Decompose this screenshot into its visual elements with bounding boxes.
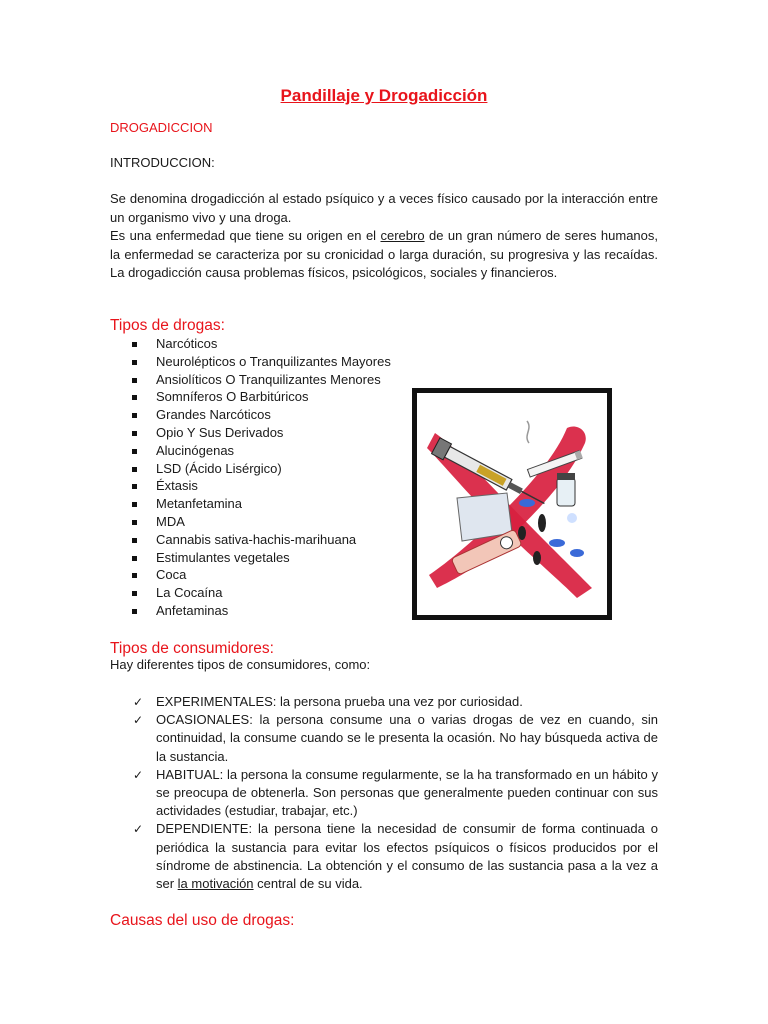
list-item	[130, 495, 391, 513]
square-bullet-icon	[132, 360, 137, 365]
consumers-list	[133, 693, 658, 893]
consumer-text: la persona la consume regularmente, se la ha transformado en un hábito y se preocupa de obtenerla. Son personas que generalmente pueden continuar con sus actividades (estudiar, trabajar, etc.)	[156, 766, 658, 819]
paragraph-description-start: Es una enfermedad que tiene su origen en el	[110, 228, 381, 243]
list-item-label: Metanfetamina	[156, 496, 242, 512]
list-item-label: Opio Y Sus Derivados	[156, 424, 284, 440]
no-drugs-illustration	[412, 388, 612, 620]
square-bullet-icon	[132, 609, 137, 614]
square-bullet-icon	[132, 449, 137, 454]
list-item	[130, 335, 391, 353]
consumers-heading: Tipos de consumidores:	[110, 640, 274, 657]
square-bullet-icon	[132, 556, 137, 561]
list-item	[130, 388, 391, 406]
section-heading: DROGADICCION	[110, 120, 213, 135]
consumers-intro: Hay diferentes tipos de consumidores, como:	[110, 657, 371, 672]
consumer-term: HABITUAL:	[156, 766, 224, 782]
consumer-term: EXPERIMENTALES:	[156, 694, 277, 709]
consumer-text: la persona prueba una vez por curiosidad.	[276, 694, 523, 709]
paragraph-description-text	[110, 227, 658, 283]
list-item-label: LSD (Ácido Lisérgico)	[156, 460, 282, 476]
motivation-link[interactable]: la motivación	[177, 876, 254, 892]
square-bullet-icon	[132, 573, 137, 578]
list-item	[133, 766, 658, 821]
square-bullet-icon	[132, 431, 137, 436]
square-bullet-icon	[132, 395, 137, 400]
drug-types-heading: Tipos de drogas:	[110, 317, 225, 334]
list-item	[133, 693, 658, 711]
list-item-label: Somníferos O Barbitúricos	[156, 389, 309, 405]
list-item-label: MDA	[156, 513, 185, 529]
list-item-label: Cannabis sativa-hachis-marihuana	[156, 531, 357, 547]
list-item-label: Estimulantes vegetales	[156, 549, 290, 565]
paragraph-description	[110, 227, 658, 283]
list-item	[130, 531, 391, 549]
list-item-label: Grandes Narcóticos	[156, 407, 271, 423]
square-bullet-icon	[132, 502, 137, 507]
square-bullet-icon	[132, 413, 137, 418]
list-item	[133, 711, 658, 766]
square-bullet-icon	[132, 538, 137, 543]
list-item	[130, 549, 391, 567]
list-item	[130, 406, 391, 424]
list-item-label: Narcóticos	[156, 336, 218, 351]
consumer-text: la persona tiene la necesidad de consumir de forma continuada o periódica la sustancia para evitar los efectos psíquicos o físicos producidos por el síndrome de abstinencia. La obtención y el consumo de las sustancia pasa a la vez a ser	[156, 821, 658, 892]
checkmark-icon: ✓	[133, 767, 144, 782]
checkmark-icon: ✓	[133, 713, 144, 728]
list-item-label: La Cocaína	[156, 585, 223, 601]
list-item-label: Alucinógenas	[156, 442, 235, 458]
checkmark-icon: ✓	[133, 822, 144, 837]
list-item-label: Coca	[156, 567, 187, 583]
list-item	[130, 513, 391, 531]
list-item	[130, 602, 391, 620]
list-item-label: Neurolépticos o Tranquilizantes Mayores	[156, 353, 391, 369]
causes-heading: Causas del uso de drogas:	[110, 912, 295, 929]
checkmark-icon: ✓	[133, 695, 144, 709]
square-bullet-icon	[132, 342, 137, 347]
paragraph-definition	[110, 190, 658, 227]
paragraph-definition-text: Se denomina drogadicción al estado psíquico y a veces físico causado por la interacción entre un organismo vivo y una droga.	[110, 191, 658, 225]
square-bullet-icon	[132, 520, 137, 525]
list-item	[130, 584, 391, 602]
square-bullet-icon	[132, 484, 137, 489]
crossed-drugs-icon	[417, 393, 607, 615]
square-bullet-icon	[132, 467, 137, 472]
list-item	[130, 477, 391, 495]
list-item	[133, 820, 658, 893]
drug-types-list	[130, 335, 391, 620]
consumer-text: la persona consume una o varias drogas de vez en cuando, sin continuidad, la consume cuando se le presenta la ocasión. No hay búsqueda activa de la sustancia.	[156, 712, 658, 764]
consumer-text-end: central de su vida.	[253, 876, 363, 892]
list-item	[130, 353, 391, 371]
list-item	[130, 424, 391, 442]
square-bullet-icon	[132, 591, 137, 596]
cerebro-link[interactable]: cerebro	[380, 228, 425, 243]
list-item-label: Anfetaminas	[156, 602, 229, 618]
square-bullet-icon	[132, 378, 137, 383]
list-item-label: Ansiolíticos O Tranquilizantes Menores	[156, 371, 381, 387]
list-item-label: Éxtasis	[156, 478, 198, 494]
list-item	[130, 442, 391, 460]
consumer-term: DEPENDIENTE:	[156, 821, 253, 837]
list-item	[130, 460, 391, 478]
page-title: Pandillaje y Drogadicción	[280, 86, 488, 105]
list-item	[130, 371, 391, 389]
intro-label: INTRODUCCION:	[110, 155, 215, 170]
consumer-term: OCASIONALES:	[156, 712, 253, 728]
paragraph-description-end: de un gran número de seres humanos, la enfermedad se caracteriza por su cronicidad o larga duración, su progresiva y las recaídas. La drogadicción causa problemas físicos, psicológicos, sociales y financieros.	[110, 228, 658, 280]
list-item	[130, 566, 391, 584]
